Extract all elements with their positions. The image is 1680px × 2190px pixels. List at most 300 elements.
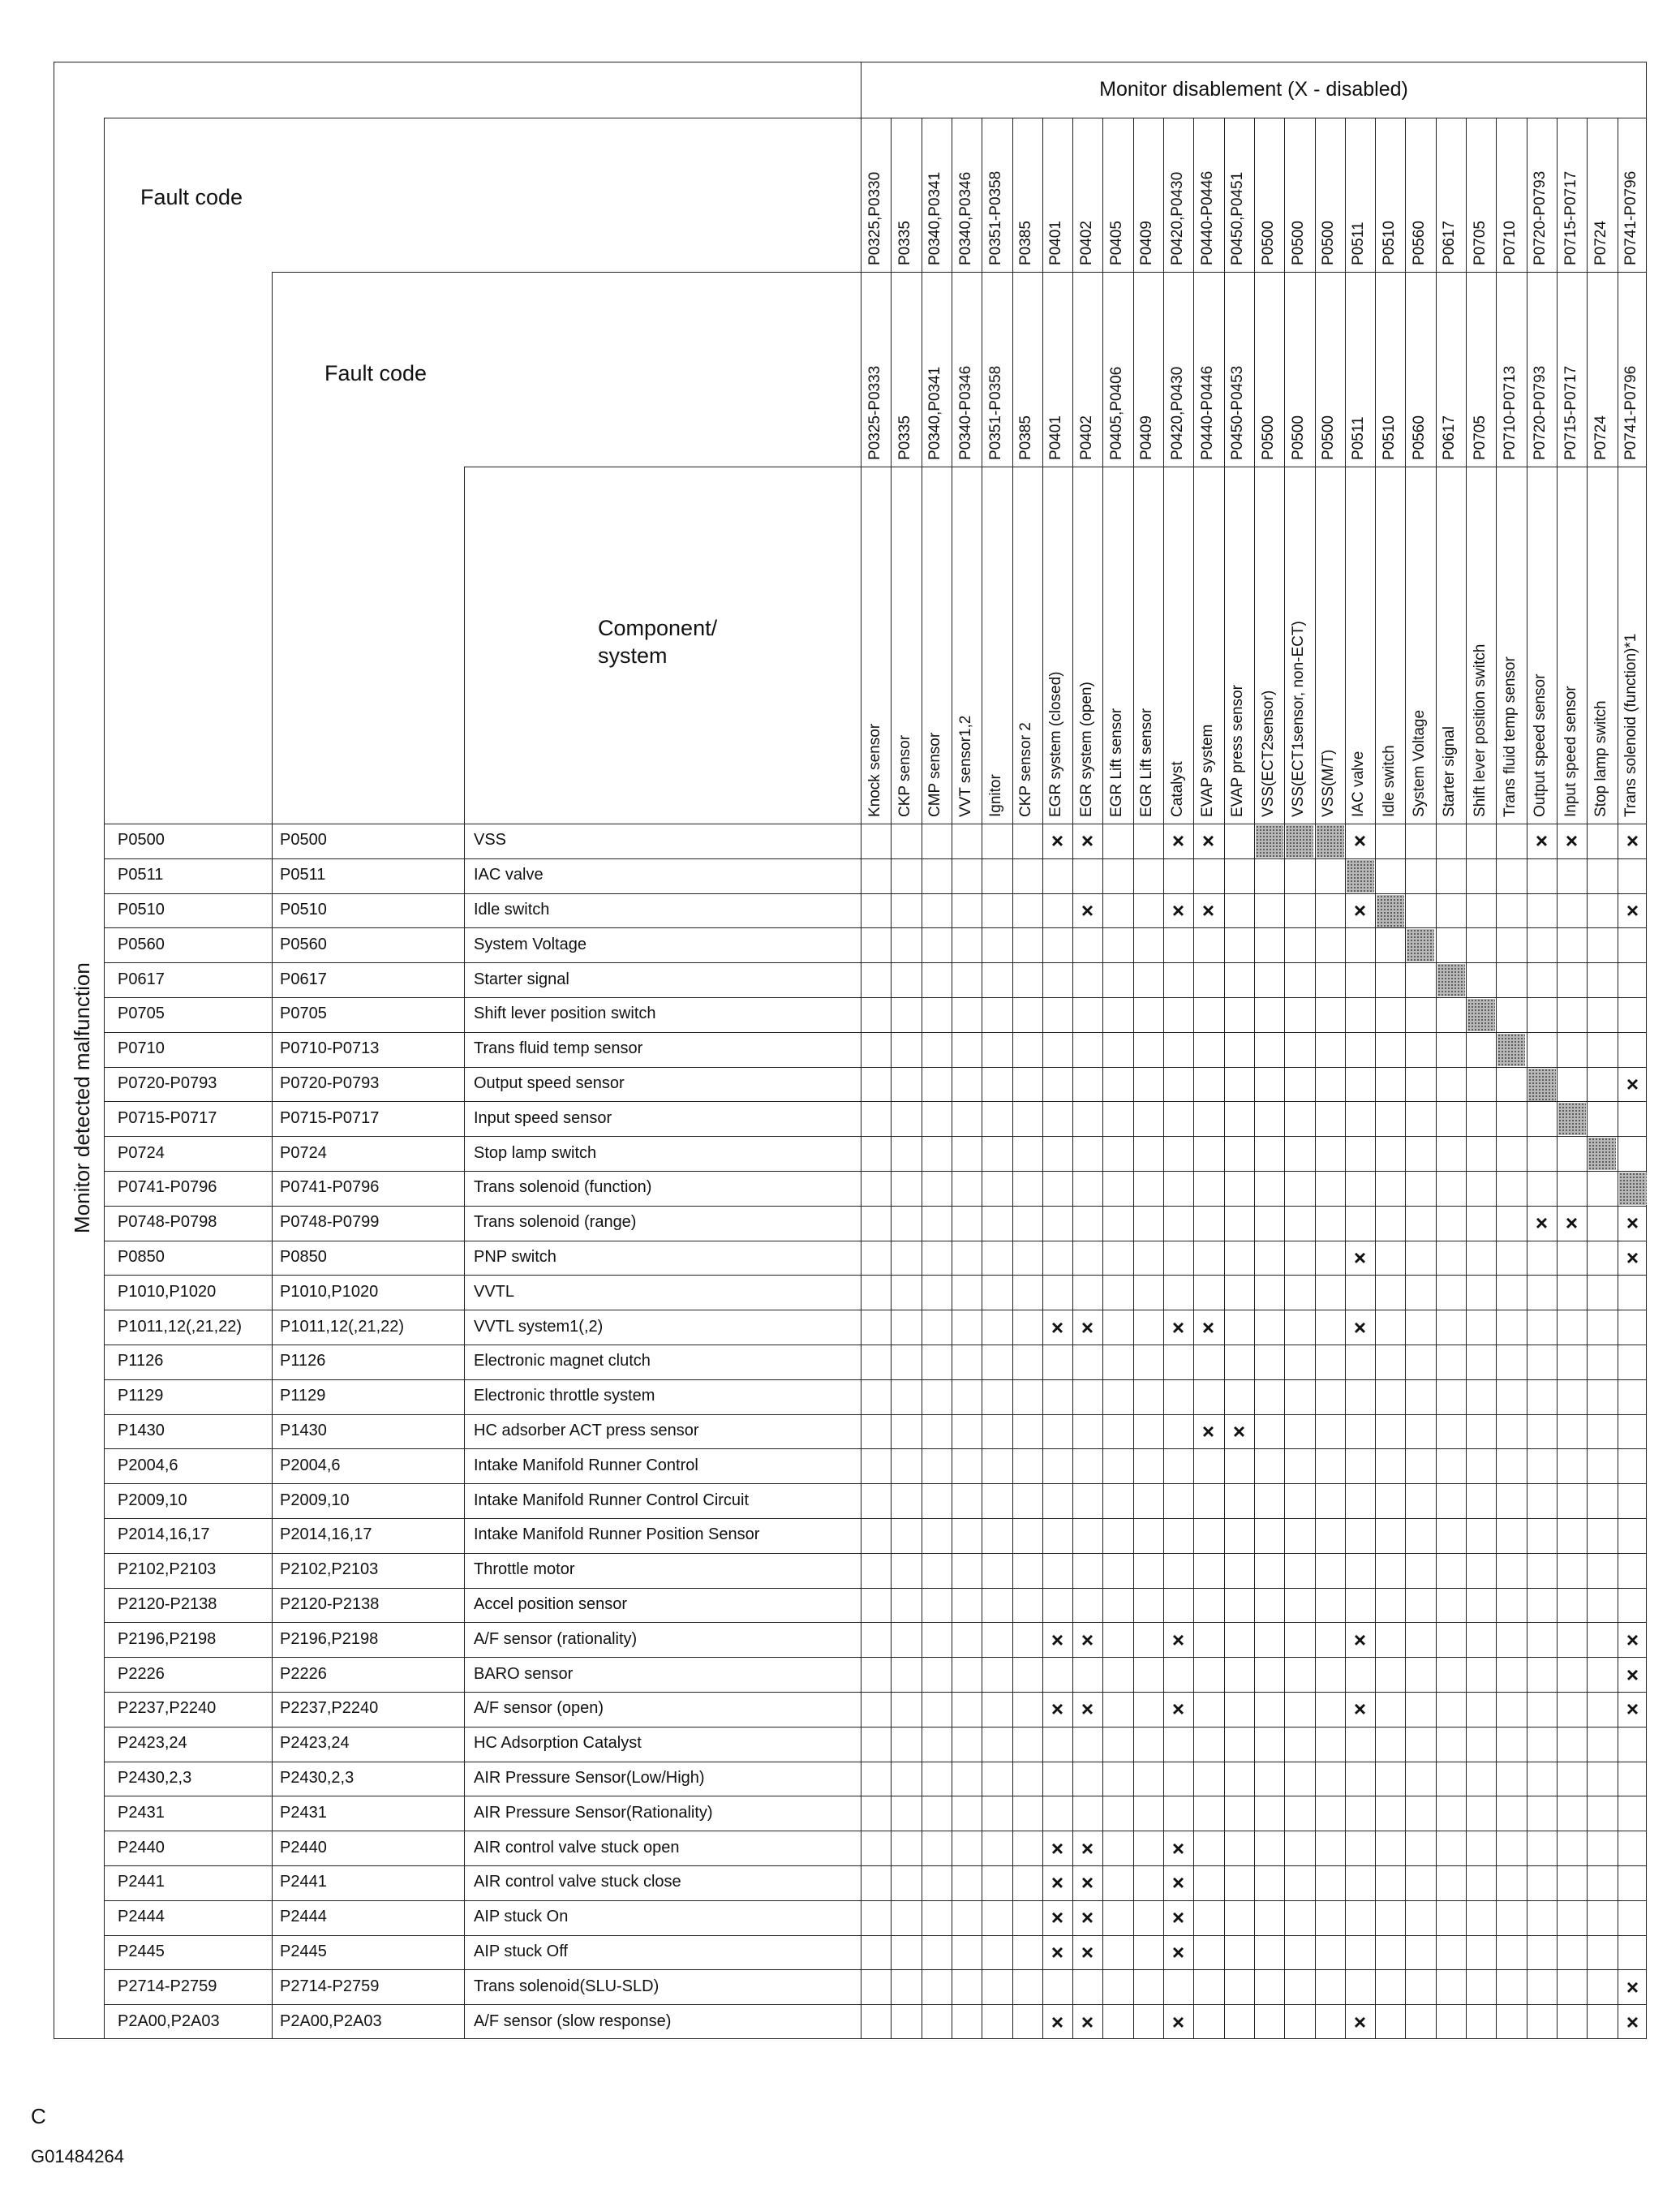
component-cell: AIP stuck Off: [474, 1943, 568, 1960]
column-component-name: CKP sensor 2: [1017, 722, 1034, 817]
component-cell: Starter signal: [474, 970, 569, 988]
component-cell: Trans solenoid (function): [474, 1178, 652, 1196]
row-line: [104, 927, 1647, 928]
component-cell: Input speed sensor: [474, 1109, 612, 1127]
disabled-mark: ×: [1171, 1905, 1185, 1930]
column-code-top: P0705: [1472, 221, 1489, 265]
column-code-mid: P0720-P0793: [1532, 365, 1549, 460]
column-code-mid: P0335: [896, 415, 913, 460]
row-line: [104, 1900, 1647, 1901]
disabled-mark: ×: [1626, 1246, 1639, 1270]
column-line: [1102, 118, 1103, 2039]
column-line: [891, 118, 892, 2039]
column-line: [1405, 118, 1406, 2039]
fault-code-cell: P2714-P2759: [118, 1977, 217, 1995]
column-component-name: System Voltage: [1411, 709, 1428, 817]
column-component-name: Ignitor: [987, 774, 1004, 817]
component-cell: Throttle motor: [474, 1560, 575, 1578]
fault-code-cell: P2102,P2103: [118, 1560, 217, 1578]
column-code-top: P0440-P0446: [1199, 170, 1216, 265]
column-line: [1012, 118, 1013, 2039]
column-component-name: Idle switch: [1381, 745, 1398, 817]
fault-code-cell: P1430: [118, 1422, 165, 1439]
row-line: [104, 1448, 1647, 1449]
column-line: [1224, 118, 1225, 2039]
disabled-mark: ×: [1353, 828, 1367, 853]
fault-code-cell: P0748-P0798: [118, 1213, 217, 1231]
column-code-top: P0741-P0796: [1622, 170, 1639, 265]
row-line: [104, 1414, 1647, 1415]
column-code-top: P0710: [1502, 221, 1519, 265]
row-line: [104, 1518, 1647, 1519]
fault-code-inner-cell: P0741-P0796: [280, 1178, 380, 1196]
column-code-mid: P0409: [1138, 415, 1155, 460]
component-cell: Stop lamp switch: [474, 1144, 597, 1162]
disabled-mark: ×: [1353, 1628, 1367, 1652]
component-cell: A/F sensor (open): [474, 1699, 604, 1717]
row-line: [104, 1657, 1647, 1658]
column-component-name: VSS(ECT1sensor, non-ECT): [1290, 621, 1307, 817]
fault-code-cell: P1129: [118, 1387, 164, 1405]
footer-letter: C: [31, 2104, 46, 2128]
row-line: [104, 1275, 1647, 1276]
component-cell: HC adsorber ACT press sensor: [474, 1422, 699, 1439]
disabled-mark: ×: [1171, 1697, 1185, 1721]
fault-code-inner-cell: P2196,P2198: [280, 1630, 379, 1648]
column-code-mid: P0351-P0358: [987, 365, 1004, 460]
column-component-name: Trans solenoid (function)*1: [1622, 633, 1639, 817]
column-code-mid: P0401: [1047, 415, 1064, 460]
self-monitor-shaded-cell: [1558, 1103, 1586, 1135]
component-cell: VVTL system1(,2): [474, 1318, 604, 1336]
disabled-mark: ×: [1232, 1419, 1246, 1444]
component-cell: Electronic magnet clutch: [474, 1352, 651, 1370]
fault-code-inner-cell: P0715-P0717: [280, 1109, 380, 1127]
fault-code-inner-top-line: [272, 272, 861, 273]
fault-code-cell: P2237,P2240: [118, 1699, 217, 1717]
column-code-top: P0340,P0341: [926, 171, 943, 265]
fault-code-cell: P0500: [118, 831, 165, 849]
column-code-mid: P0440-P0446: [1199, 365, 1216, 460]
column-component-name: Output speed sensor: [1532, 673, 1549, 817]
row-line: [104, 1692, 1647, 1693]
column-component-name: Shift lever position switch: [1472, 643, 1489, 817]
fault-code-inner-cell: P0724: [280, 1144, 327, 1162]
disabled-mark: ×: [1353, 1246, 1367, 1270]
row-line: [104, 1483, 1647, 1484]
column-code-top: P0340,P0346: [957, 171, 974, 265]
component-cell: Trans solenoid(SLU-SLD): [474, 1977, 660, 1995]
monitor-disablement-title: Monitor disablement (X - disabled): [1099, 78, 1408, 101]
disabled-mark: ×: [1626, 1697, 1639, 1721]
component-cell: AIR control valve stuck open: [474, 1839, 680, 1857]
component-cell: AIR Pressure Sensor(Low/High): [474, 1769, 705, 1787]
fault-code-inner-cell: P2004,6: [280, 1456, 341, 1474]
fault-code-inner-cell: P1010,P1020: [280, 1283, 379, 1301]
column-code-mid: P0325-P0333: [866, 365, 883, 460]
disabled-mark: ×: [1171, 1940, 1185, 1964]
fault-code-cell: P0710: [118, 1039, 165, 1057]
column-code-mid: P0511: [1350, 416, 1367, 460]
disabled-mark: ×: [1626, 1072, 1639, 1096]
self-monitor-shaded-cell: [1286, 825, 1313, 858]
disabled-mark: ×: [1353, 2010, 1367, 2034]
column-component-name: VVT sensor1,2: [957, 715, 974, 817]
fault-code-inner-cell: P2102,P2103: [280, 1560, 379, 1578]
disabled-mark: ×: [1081, 1697, 1094, 1721]
fault-code-inner-cell: P2431: [280, 1804, 327, 1822]
column-code-top: P0402: [1078, 221, 1095, 265]
self-monitor-shaded-cell: [1528, 1069, 1556, 1101]
fault-code-inner-cell: P2714-P2759: [280, 1977, 380, 1995]
column-component-name: Stop lamp switch: [1592, 700, 1609, 817]
disabled-mark: ×: [1353, 1315, 1367, 1340]
column-code-top: P0500: [1290, 221, 1307, 265]
column-component-name: CMP sensor: [926, 732, 943, 817]
fault-code-cell: P0720-P0793: [118, 1074, 217, 1092]
component-cell: Idle switch: [474, 901, 550, 919]
fault-code-inner-cell: P2A00,P2A03: [280, 2012, 382, 2030]
fault-code-inner-cell: P2440: [280, 1839, 327, 1857]
fault-code-cell: P0560: [118, 936, 165, 953]
fault-code-inner-cell: P2430,2,3: [280, 1769, 354, 1787]
fault-code-inner-cell: P0510: [280, 901, 327, 919]
column-component-name: Knock sensor: [866, 723, 883, 817]
fault-code-cell: P0511: [118, 866, 164, 884]
column-code-mid: P0715-P0717: [1562, 365, 1579, 460]
self-monitor-shaded-cell: [1347, 860, 1374, 893]
figure-code: G01484264: [31, 2146, 124, 2166]
disabled-mark: ×: [1626, 1628, 1639, 1652]
column-code-top: P0401: [1047, 221, 1064, 265]
fault-code-cell: P2441: [118, 1873, 165, 1891]
monitor-detected-malfunction-label: Monitor detected malfunction: [70, 962, 94, 1233]
disabled-mark: ×: [1051, 1315, 1064, 1340]
row-line: [104, 1865, 1647, 1866]
fault-code-cell: P2430,2,3: [118, 1769, 192, 1787]
column-code-mid: P0617: [1441, 415, 1458, 460]
column-component-name: VSS(ECT2sensor): [1260, 690, 1277, 817]
column-code-mid: P0500: [1260, 415, 1277, 460]
column-code-top: P0385: [1017, 221, 1034, 265]
fault-code-inner-cell: P2423,24: [280, 1734, 350, 1752]
column-line: [1496, 118, 1497, 2039]
fault-code-inner-cell: P2445: [280, 1943, 327, 1960]
row-line: [104, 1136, 1647, 1137]
fault-code-inner-cell: P0617: [280, 970, 327, 988]
fault-code-outer-left-line: [104, 118, 105, 2039]
disabled-mark: ×: [1171, 898, 1185, 923]
disabled-mark: ×: [1353, 898, 1367, 923]
component-cell: System Voltage: [474, 936, 586, 953]
column-code-mid: P0560: [1411, 415, 1428, 460]
column-component-name: Catalyst: [1169, 761, 1186, 817]
disabled-mark: ×: [1626, 2010, 1639, 2034]
column-component-name: IAC valve: [1350, 751, 1367, 817]
column-component-name: EGR system (closed): [1047, 671, 1064, 817]
column-component-name: EVAP press sensor: [1229, 685, 1246, 817]
disabled-mark: ×: [1051, 1836, 1064, 1861]
column-line: [1193, 118, 1194, 2039]
column-line: [1284, 118, 1285, 2039]
fault-code-inner-cell: P2226: [280, 1665, 327, 1683]
fault-code-cell: P1011,12(,21,22): [118, 1318, 243, 1336]
column-code-mid: P0500: [1290, 415, 1307, 460]
component-cell: VSS: [474, 831, 507, 849]
fault-code-outer-header: Fault code: [140, 185, 243, 209]
self-monitor-shaded-cell: [1588, 1138, 1616, 1170]
row-line: [104, 1553, 1647, 1554]
column-code-mid: P0405,P0406: [1108, 366, 1125, 460]
fault-code-cell: P0705: [118, 1005, 165, 1022]
row-line: [104, 893, 1647, 894]
fault-code-cell: P2440: [118, 1839, 165, 1857]
row-line: [104, 962, 1647, 963]
component-system-header: Component/ system: [598, 616, 718, 668]
column-component-name: Trans fluid temp sensor: [1502, 656, 1519, 817]
disabled-mark: ×: [1353, 1697, 1367, 1721]
fault-code-inner-cell: P0710-P0713: [280, 1039, 380, 1057]
fault-code-cell: P2014,16,17: [118, 1525, 210, 1543]
component-cell: Intake Manifold Runner Control: [474, 1456, 698, 1474]
fault-code-inner-cell: P0511: [280, 866, 326, 884]
column-line: [1466, 118, 1467, 2039]
component-cell: AIP stuck On: [474, 1908, 569, 1925]
column-code-mid: P0450-P0453: [1229, 365, 1246, 460]
disabled-mark: ×: [1171, 828, 1185, 853]
disabled-mark: ×: [1081, 828, 1094, 853]
self-monitor-shaded-cell: [1377, 895, 1404, 927]
column-code-top: P0510: [1381, 221, 1398, 265]
disabled-mark: ×: [1626, 898, 1639, 923]
fault-code-cell: P2431: [118, 1804, 165, 1822]
component-cell: PNP switch: [474, 1248, 556, 1266]
component-cell: Intake Manifold Runner Control Circuit: [474, 1491, 750, 1509]
component-cell: A/F sensor (slow response): [474, 2012, 672, 2030]
column-code-mid: P0402: [1078, 415, 1095, 460]
column-component-name: CKP sensor: [896, 734, 913, 817]
column-line: [1557, 118, 1558, 2039]
column-code-mid: P0500: [1320, 415, 1337, 460]
column-code-mid: P0705: [1472, 415, 1489, 460]
column-code-top: P0560: [1411, 221, 1428, 265]
column-line: [1315, 118, 1316, 2039]
row-line: [104, 1379, 1647, 1380]
fault-code-inner-cell: P2009,10: [280, 1491, 350, 1509]
fault-code-inner-cell: P1430: [280, 1422, 327, 1439]
fault-code-inner-cell: P2014,16,17: [280, 1525, 372, 1543]
fault-code-inner-cell: P1129: [280, 1387, 326, 1405]
column-component-name: Input speed sensor: [1562, 686, 1579, 817]
fault-code-cell: P2226: [118, 1665, 165, 1683]
fault-code-inner-cell: P2441: [280, 1873, 327, 1891]
disabled-mark: ×: [1626, 1975, 1639, 1999]
fault-code-cell: P0715-P0717: [118, 1109, 217, 1127]
self-monitor-shaded-cell: [1437, 964, 1465, 996]
disabled-mark: ×: [1081, 1905, 1094, 1930]
column-code-mid: P0741-P0796: [1622, 365, 1639, 460]
row-line: [104, 1171, 1647, 1172]
disabled-mark: ×: [1081, 1315, 1094, 1340]
column-code-top: P0511: [1350, 222, 1367, 265]
fault-code-cell: P0510: [118, 901, 165, 919]
component-cell: Output speed sensor: [474, 1074, 625, 1092]
disabled-mark: ×: [1626, 1211, 1639, 1235]
column-code-top: P0617: [1441, 221, 1458, 265]
column-code-top: P0720-P0793: [1532, 170, 1549, 265]
column-code-top: P0351-P0358: [987, 170, 1004, 265]
row-line: [104, 1101, 1647, 1102]
disabled-mark: ×: [1081, 1870, 1094, 1895]
self-monitor-shaded-cell: [1619, 1172, 1647, 1205]
disabled-mark: ×: [1565, 828, 1579, 853]
component-cell: Intake Manifold Runner Position Sensor: [474, 1525, 760, 1543]
column-code-top: P0405: [1108, 221, 1125, 265]
component-cell: Trans solenoid (range): [474, 1213, 637, 1231]
disabled-mark: ×: [1201, 1419, 1215, 1444]
fault-code-cell: P1010,P1020: [118, 1283, 217, 1301]
disabled-mark: ×: [1081, 1836, 1094, 1861]
fault-code-cell: P2A00,P2A03: [118, 2012, 220, 2030]
column-code-top: P0450,P0451: [1229, 171, 1246, 265]
self-monitor-shaded-cell: [1407, 929, 1434, 962]
fault-code-inner-cell: P0748-P0799: [280, 1213, 380, 1231]
column-code-mid: P0340-P0346: [957, 365, 974, 460]
disabled-mark: ×: [1081, 1628, 1094, 1652]
column-code-mid: P0385: [1017, 415, 1034, 460]
self-monitor-shaded-cell: [1467, 999, 1495, 1031]
column-line: [1345, 118, 1346, 2039]
column-code-top: P0724: [1592, 221, 1609, 265]
disabled-mark: ×: [1626, 828, 1639, 853]
disabled-mark: ×: [1201, 898, 1215, 923]
column-line: [1587, 118, 1588, 2039]
disabled-mark: ×: [1535, 1211, 1549, 1235]
row-line: [104, 2004, 1647, 2005]
column-code-mid: P0340,P0341: [926, 366, 943, 460]
column-line: [1133, 118, 1134, 2039]
fault-code-cell: P2445: [118, 1943, 165, 1960]
disabled-mark: ×: [1081, 1940, 1094, 1964]
row-line: [104, 1588, 1647, 1589]
self-monitor-shaded-cell: [1497, 1034, 1525, 1066]
column-line: [1254, 118, 1255, 2039]
row-line: [104, 1206, 1647, 1207]
column-code-mid: P0710-P0713: [1502, 365, 1519, 460]
disabled-mark: ×: [1051, 1940, 1064, 1964]
column-component-name: VSS(M/T): [1320, 749, 1337, 817]
disabled-mark: ×: [1171, 1870, 1185, 1895]
fault-code-inner-cell: P2444: [280, 1908, 327, 1925]
fault-code-inner-left-line: [272, 272, 273, 2039]
fault-code-inner-cell: P0705: [280, 1005, 327, 1022]
fault-code-inner-cell: P0500: [280, 831, 327, 849]
self-monitor-shaded-cell: [1256, 825, 1283, 858]
fault-code-cell: P0617: [118, 970, 165, 988]
component-cell: IAC valve: [474, 866, 544, 884]
fault-code-cell: P2004,6: [118, 1456, 178, 1474]
column-code-mid: P0724: [1592, 415, 1609, 460]
component-cell: Trans fluid temp sensor: [474, 1039, 643, 1057]
disabled-mark: ×: [1171, 1315, 1185, 1340]
column-code-mid: P0510: [1381, 415, 1398, 460]
component-cell: VVTL: [474, 1283, 515, 1301]
row-line: [104, 1032, 1647, 1033]
disabled-mark: ×: [1051, 1697, 1064, 1721]
component-cell: BARO sensor: [474, 1665, 574, 1683]
fault-code-cell: P2444: [118, 1908, 165, 1925]
row-line: [104, 858, 1647, 859]
column-code-top: P0409: [1138, 221, 1155, 265]
column-component-name: EGR system (open): [1078, 682, 1095, 817]
fault-code-inner-cell: P1126: [280, 1352, 326, 1370]
component-cell: AIR Pressure Sensor(Rationality): [474, 1804, 713, 1822]
column-line: [1163, 118, 1164, 2039]
fault-code-cell: P2009,10: [118, 1491, 187, 1509]
column-code-top: P0500: [1260, 221, 1277, 265]
fault-code-inner-cell: P0850: [280, 1248, 327, 1266]
fault-code-inner-cell: P1011,12(,21,22): [280, 1318, 405, 1336]
row-line: [104, 1622, 1647, 1623]
fault-code-cell: P0724: [118, 1144, 165, 1162]
disabled-mark: ×: [1565, 1211, 1579, 1235]
row-line: [104, 1067, 1647, 1068]
disabled-mark: ×: [1081, 2010, 1094, 2034]
row-line: [104, 1935, 1647, 1936]
column-code-mid: P0420,P0430: [1169, 366, 1186, 460]
fault-code-inner-cell: P2237,P2240: [280, 1699, 379, 1717]
disabled-mark: ×: [1535, 828, 1549, 853]
column-line: [1072, 118, 1073, 2039]
fault-code-cell: P0741-P0796: [118, 1178, 217, 1196]
column-line: [1436, 118, 1437, 2039]
column-line: [1042, 118, 1043, 2039]
component-cell: AIR control valve stuck close: [474, 1873, 681, 1891]
component-cell: A/F sensor (rationality): [474, 1630, 638, 1648]
fault-code-inner-header: Fault code: [324, 361, 428, 385]
disabled-mark: ×: [1201, 828, 1215, 853]
fault-code-cell: P2196,P2198: [118, 1630, 217, 1648]
column-component-name: EGR Lift sensor: [1108, 708, 1125, 817]
disabled-mark: ×: [1051, 1628, 1064, 1652]
disabled-mark: ×: [1051, 828, 1064, 853]
column-line: [1375, 118, 1376, 2039]
fault-code-inner-cell: P0560: [280, 936, 327, 953]
column-code-top: P0325,P0330: [866, 171, 883, 265]
column-code-top: P0420,P0430: [1169, 171, 1186, 265]
column-component-name: Starter signal: [1441, 726, 1458, 817]
disabled-mark: ×: [1626, 1663, 1639, 1687]
column-code-top: P0500: [1320, 221, 1337, 265]
fault-code-cell: P2120-P2138: [118, 1595, 217, 1613]
row-line: [104, 1969, 1647, 1970]
column-component-name: EGR Lift sensor: [1138, 708, 1155, 817]
component-cell: Shift lever position switch: [474, 1005, 656, 1022]
disabled-mark: ×: [1171, 1628, 1185, 1652]
column-code-top: P0335: [896, 221, 913, 265]
fault-code-inner-cell: P0720-P0793: [280, 1074, 380, 1092]
disabled-mark: ×: [1171, 2010, 1185, 2034]
fault-code-inner-cell: P2120-P2138: [280, 1595, 380, 1613]
fault-code-cell: P2423,24: [118, 1734, 187, 1752]
self-monitor-shaded-cell: [1317, 825, 1344, 858]
component-cell: Electronic throttle system: [474, 1387, 655, 1405]
column-code-top: P0715-P0717: [1562, 170, 1579, 265]
disabled-mark: ×: [1051, 2010, 1064, 2034]
disabled-mark: ×: [1051, 1905, 1064, 1930]
disabled-mark: ×: [1171, 1836, 1185, 1861]
component-left-line: [464, 467, 465, 2039]
